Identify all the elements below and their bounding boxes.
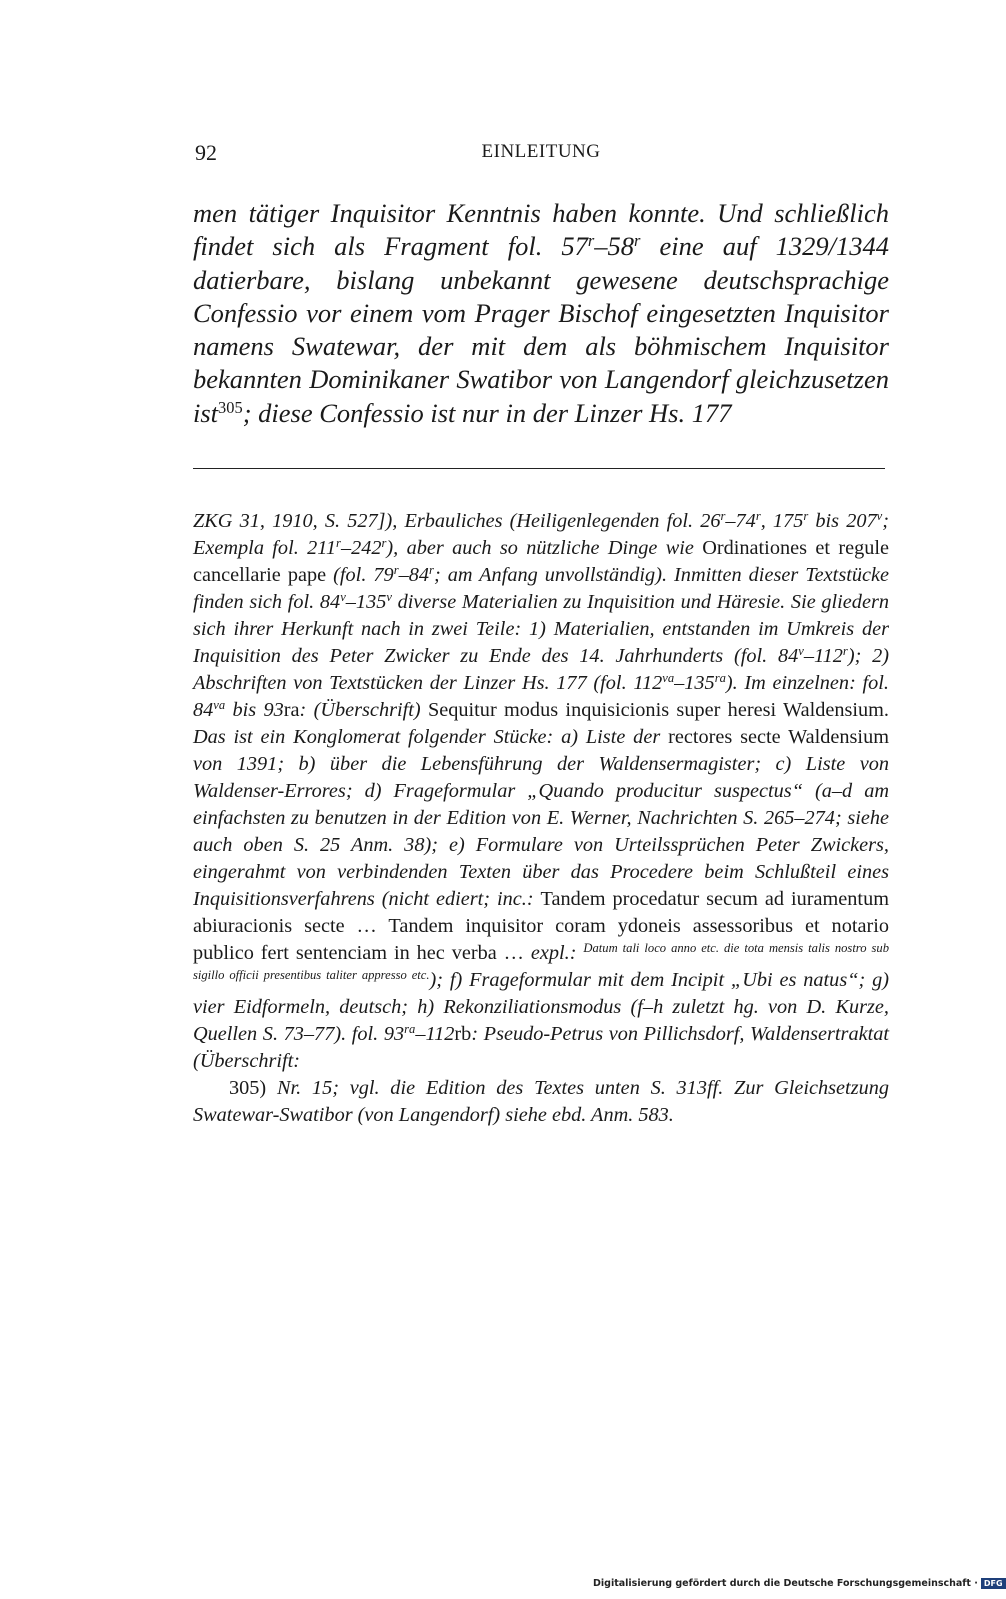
folio-superscript: Datum tali loco anno etc. die tota mensis talis nostro sub sigillo officii presentibus taliter appresso etc.	[193, 941, 889, 983]
running-title: EINLEITUNG	[481, 141, 601, 162]
footnote-segment: bis 93	[225, 699, 284, 721]
latin-quotation: Sequitur modus inquisicionis super heresi Waldensium.	[427, 699, 890, 721]
footnote-segment: ; am Anfang unvollständig). Inmitten dieser Textstücke finden sich fol. 84	[193, 564, 889, 613]
footnote-segment: : Pseudo-Petrus von Pillichsdorf, Waldensertraktat (Überschrift:	[193, 1023, 890, 1072]
footnote-segment: Das ist ein Konglomerat folgender Stücke: a) Liste der	[193, 726, 669, 748]
folio-superscript: r	[381, 536, 387, 551]
footnote-segment: ); 2) Abschriften von Textstücken der Linzer Hs. 177 (fol. 112	[193, 645, 889, 694]
footnote-segment: (fol. 79	[326, 564, 394, 586]
main-text-segment: –58	[594, 231, 635, 262]
footnote-segment: ). Im einzelnen: fol. 84	[193, 672, 889, 721]
main-text-segment: ; diese Confessio ist nur in der Linzer Hs. 177	[242, 397, 732, 428]
folio-superscript: r	[336, 536, 341, 551]
footnote-segment: : (Überschrift)	[299, 699, 428, 721]
footnote-segment: –112	[415, 1023, 455, 1045]
footnote-segment: expl.:	[523, 942, 584, 964]
dfg-logo: DFG	[981, 1578, 1006, 1589]
folio-superscript: v	[876, 509, 883, 524]
latin-quotation: rb	[454, 1023, 472, 1045]
footnote-segment: Nr. 15; vgl. die Edition des Textes unten S. 313ff. Zur Gleichsetzung Swatewar-Swatibor (von Langendorf) siehe ebd. Anm. 583.	[193, 1077, 890, 1126]
footnote-segment: –84	[398, 564, 430, 586]
latin-quotation: Tandem procedatur secum ad iuramentum abiuracionis secte … Tandem inquisitor coram ydoneis assessoribus et notario publico fert sentenciam in hec verba …	[193, 888, 889, 964]
footnote-segment: ZKG 31, 1910, S. 527]), Erbauliches (Heiligenlegenden fol. 26	[193, 510, 721, 532]
footnote-separator	[193, 468, 885, 469]
page-number: 92	[195, 140, 217, 165]
folio-superscript: r	[803, 509, 809, 524]
main-text-segment: eine auf 1329/1344 datierbare, bislang unbekannt gewesene deutschsprachige Confessio vor einem vom Prager Bischof eingesetzten Inquisitor namens Swatewar, der mit dem als böhmischem Inquisitor bekannten Dominikaner Swatibor von Langendorf gleichzusetzen ist	[193, 231, 889, 428]
folio-superscript: r	[720, 509, 726, 524]
footnote-segment: , 175	[760, 510, 804, 532]
footnote-segment: –135	[674, 672, 715, 694]
folio-superscript: r	[429, 563, 434, 578]
main-text-segment: men tätiger Inquisitor Kenntnis haben konnte. Und schließlich findet sich als Fragment fol. 57	[193, 198, 889, 262]
folio-superscript: va	[662, 671, 675, 686]
main-text-paragraph	[193, 197, 889, 430]
folio-superscript: v	[340, 590, 346, 605]
footnote-segment: ), aber auch so nützliche Dinge wie	[386, 537, 703, 559]
footnote-segment: –112	[803, 645, 843, 667]
folio-superscript: va	[213, 698, 226, 713]
page-header	[193, 140, 889, 172]
digitization-credit	[593, 1578, 1003, 1589]
folio-superscript: r	[634, 231, 641, 251]
footnote-segment: –135	[345, 591, 387, 613]
footnote-segment: ; Exempla fol. 211	[193, 510, 889, 559]
folio-superscript: v	[386, 590, 392, 605]
latin-quotation: Ordinationes et regule cancellarie pape	[193, 537, 889, 586]
folio-superscript: r	[842, 644, 848, 659]
folio-superscript: ra	[714, 671, 726, 686]
footnote-number: 305)	[229, 1077, 277, 1099]
footnote-segment: diverse Materialien zu Inquisition und Häresie. Sie gliedern sich ihrer Herkunft nach in zwei Teile: 1) Materialien, entstanden im Umkreis der Inquisition des Peter Zwicker zu Ende des 14. Jahrhunderts (fol. 84	[193, 591, 889, 667]
footnote-segment: –74	[725, 510, 756, 532]
footnote-segment: bis 207	[808, 510, 877, 532]
folio-superscript: ra	[404, 1022, 416, 1037]
folio-superscript: r	[587, 231, 595, 251]
latin-quotation: ra	[283, 699, 300, 721]
footnote-segment: ); f) Frageformular mit dem Incipit „Ubi es natus“; g) vier Eidformeln, deutsch; h) Rekonziliationsmodus (f–h zuletzt hg. von D. Kurze, Quellen S. 73–77). fol. 93	[193, 969, 889, 1045]
folio-superscript: r	[755, 509, 761, 524]
folio-superscript: r	[393, 563, 399, 578]
footnote-segment: –242	[340, 537, 382, 559]
footnote-continuation	[193, 508, 889, 1075]
footnote-segment: von 1391; b) über die Lebensführung der Waldensermagister; c) Liste von Waldenser-Errores; d) Frageformular „Quando producitur suspectus“ (a–d am einfachsten zu benutzen in der Edition von E. Werner, Nachrichten S. 265–274; siehe auch oben S. 25 Anm. 38); e) Formulare von Urteilssprüchen Peter Zwickers, eingerahmt von verbindenden Texten über das Procedere beim Schlußteil eines Inquisitionsverfahrens (nicht ediert; inc.:	[193, 753, 889, 910]
footnote-305	[193, 1075, 889, 1129]
footnotes	[193, 508, 889, 1129]
folio-superscript: v	[798, 644, 804, 659]
footnote-reference: 305	[218, 397, 243, 417]
latin-quotation: rectores secte Waldensium	[668, 726, 889, 748]
credit-text: Digitalisierung gefördert durch die Deutsche Forschungsgemeinschaft ·	[593, 1578, 978, 1589]
